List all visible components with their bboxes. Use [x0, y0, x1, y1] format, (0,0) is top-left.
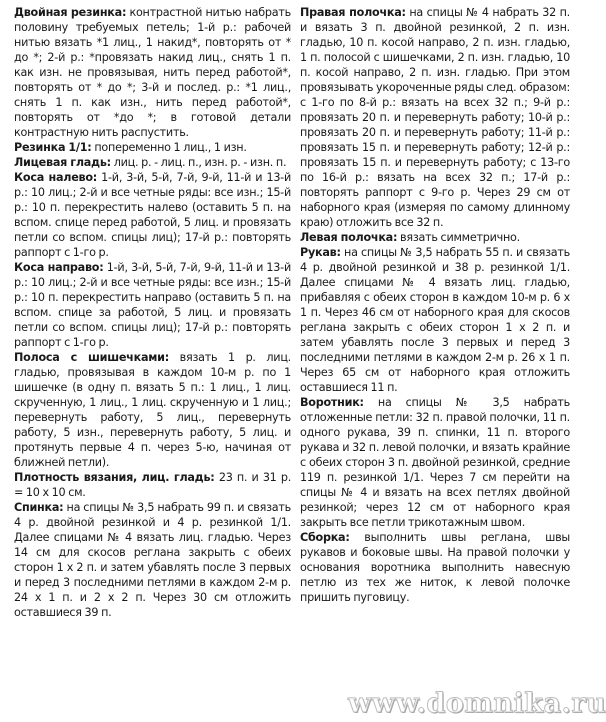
section-text: на спицы № 3,5 набрать 55 п. и связать 4 р. двойной резинкой и 38 р. резинкой 1/1. Далее спицами № 4 вязать лиц. гладью, прибавляя с обеих сторон в каждом 10-м р. 6 х 1 п. Через 46 см от наборного края для скосов реглана закрыть с обеих сторон 1 х 2 п. и затем убавлять после 3 первых и перед 3 последними петлями в каждом 2-м р. 26 х 1 п. Через 65 см от наборного края отложить оставшиеся 11 п.: [300, 246, 570, 394]
section-text: на спицы № 4 набрать 32 п. и вязать 3 п. двойной резинкой, 2 п. изн. гладью, 10 п. косой направо, 2 п. изн. гладью, 1 п. полосой с шишечками, 2 п. изн. гладью, 10 п. косой направо, 2 п. изн. гладью. При этом провязывать укороченные ряды след. образом: с 1-го по 8-й р.: вязать на всех 32 п.; 9-й р.: провязать 20 п. и перевернуть работу; 10-й р.: провязать 20 п. и перевернуть работу; 11-й р.: провязать 15 п. и перевернуть работу; 12-й р.: провязать 15 п. и перевернуть работу; с 13-го по 16-й р.: вязать на всех 32 п.; 17-й р.: повторять раппорт с 9-го р. Через 29 см от наборного края (измеряя по самому длинному краю) отложить все 32 п.: [300, 6, 570, 229]
section-heading: Правая полочка:: [300, 6, 406, 19]
section-text: попеременно 1 лиц., 1 изн.: [94, 141, 247, 154]
section-text: 1-й, 3-й, 5-й, 7-й, 9-й, 11-й и 13-й р.: 10 лиц.; 2-й и все четные ряды: все изн.; 15-й р.: 10 п. перекрестить направо (оставить 5 п. на вспом. спице за работой, 5 лиц. и провязать петли со вспом. спицы лиц); 17-й р.: повторять раппорт с 1-го р.: [14, 261, 291, 349]
section-heading: Коса направо:: [14, 261, 104, 274]
section-gauge: [14, 470, 291, 500]
section-cable-right: [14, 260, 291, 350]
section-text: вязать симметрично.: [400, 231, 520, 244]
section-double-rib: [14, 5, 291, 140]
section-heading: Двойная резинка:: [14, 6, 127, 19]
section-heading: Рукав:: [300, 246, 341, 259]
section-heading: Резинка 1/1:: [14, 141, 92, 154]
section-sleeve: [300, 245, 570, 395]
section-right-front: [300, 5, 570, 230]
section-text: выполнить швы реглана, швы рукавов и боковые швы. На правой полочки у основания воротника выполнить навесную петлю из тех же ниток, к левой полочке пришить пуговицу.: [300, 531, 570, 604]
left-column: [14, 5, 291, 620]
section-bobble-stripe: [14, 350, 291, 470]
section-cable-left: [14, 170, 291, 260]
right-column: [300, 5, 570, 605]
section-heading: Левая полочка:: [300, 231, 398, 244]
section-heading: Спинка:: [14, 501, 64, 514]
section-text: 23 п. и 31 р. = 10 х 10 см.: [14, 471, 291, 499]
section-text: контрастной нитью набрать половину требуемых петель; 1-й р.: рабочей нитью вязать *1 лиц., 1 накид*, повторять от * до *; 2-й р.: *провязать накид лиц., снять 1 п. как изн. не провязывая, нить перед работой*, повторять от * до *; 3-й и послед. р.: *1 лиц., снять 1 п. как изн., нить перед работой*, повторять от *до *; в готовой детали контрастную нить распустить.: [14, 6, 291, 139]
section-heading: Полоса с шишечками:: [14, 351, 169, 364]
section-heading: Плотность вязания, лиц. гладь:: [14, 471, 215, 484]
section-collar: [300, 395, 570, 530]
site-watermark: www.domnika.ru: [348, 688, 606, 719]
section-back: [14, 500, 291, 620]
section-text: вязать 1 р. лиц. гладью, провязывая в каждом 10-м р. по 1 шишечке (в одну п. вязать 5 п.: 1 лиц., 1 лиц. скрученную, 1 лиц., 1 лиц. скрученную и 1 лиц.; перевернуть работу, 5 лиц., перевернуть работу, 5 изн., перевернуть работу, 5 лиц. и протянуть первые 4 п. через 5-ю, начиная от ближней петли).: [14, 351, 291, 469]
section-left-front: [300, 230, 570, 245]
section-text: лиц. р. - лиц. п., изн. р. - изн. п.: [113, 156, 287, 169]
section-heading: Сборка:: [300, 531, 350, 544]
section-heading: Коса налево:: [14, 171, 98, 184]
section-heading: Лицевая гладь:: [14, 156, 111, 169]
section-stockinette: [14, 155, 291, 170]
section-rib-1x1: [14, 140, 291, 155]
section-text: на спицы № 3,5 набрать 99 п. и связать 4 р. двойной резинкой и 4 р. резинкой 1/1. Далее спицами № 4 вязать лиц. гладью. Через 14 см для скосов реглана закрыть с обеих сторон 1 х 2 п. и затем убавлять после 3 первых и перед 3 последними петлями в каждом 2-м р. 24 х 1 п. и 2 х 2 п. Через 30 см отложить оставшиеся 39 п.: [14, 501, 291, 619]
section-text: 1-й, 3-й, 5-й, 7-й, 9-й, 11-й и 13-й р.: 10 лиц.; 2-й и все четные ряды: все изн.; 15-й р.: 10 п. перекрестить налево (оставить 5 п. на вспом. спице перед работой, 5 лиц. и провязать петли со вспом. спицы лиц); 17-й р.: повторять раппорт с 1-го р.: [14, 171, 291, 259]
section-assembly: [300, 530, 570, 605]
section-text: на спицы № 3,5 набрать отложенные петли: 32 п. правой полочки, 11 п. одного рукава, 39 п. спинки, 11 п. второго рукава и 32 п. левой полочки, и вязать крайние с обеих сторон 3 п. двойной резинкой, средние 119 п. резинкой 1/1. Через 7 см перейти на спицы № 4 и вязать на всех петлях двойной резинкой; через 12 см от наборного края закрыть все петли трикотажным швом.: [300, 396, 570, 529]
section-heading: Воротник:: [300, 396, 364, 409]
